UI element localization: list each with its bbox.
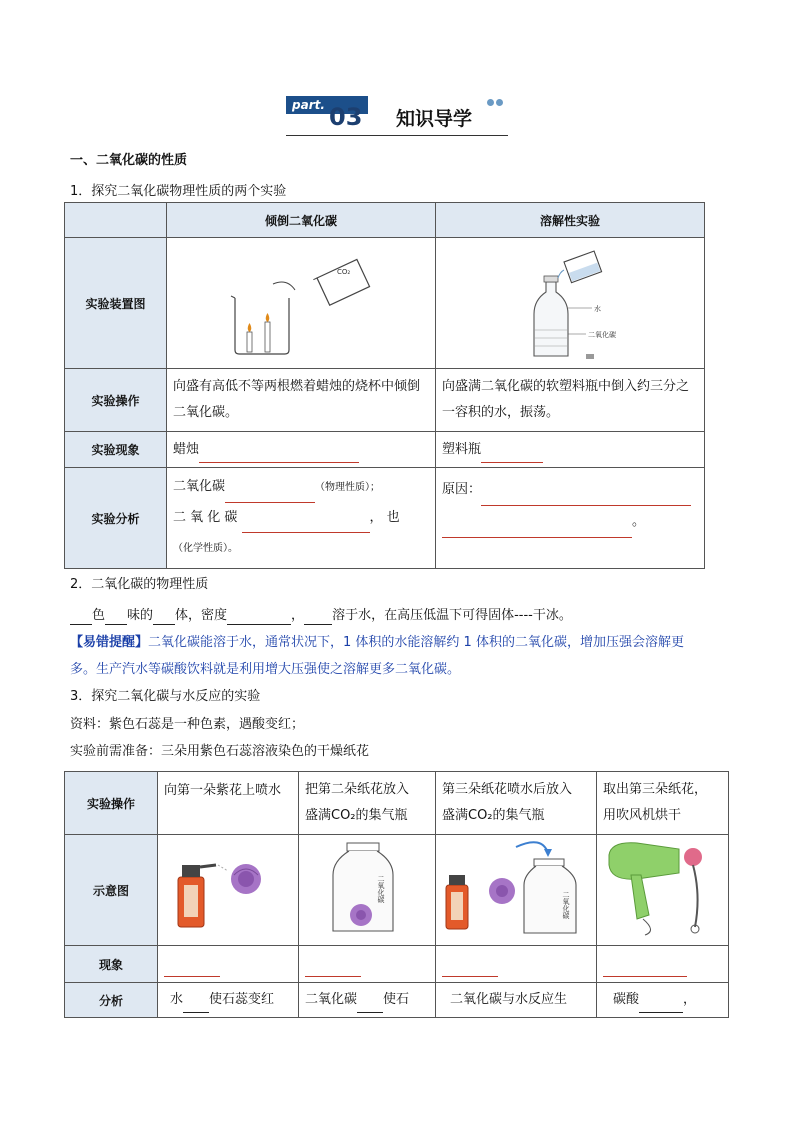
- row-label-diagram: 示意图: [65, 835, 158, 946]
- observation-1: 蜡烛: [173, 441, 200, 457]
- row-label-observation: 实验现象: [65, 432, 167, 468]
- op-spray-jar-l1: 第三朵纸花喷水后放入: [442, 782, 573, 797]
- info-1: 资料：紫色石蕊是一种色素，遇酸变红；: [70, 717, 305, 732]
- op-spray-jar-l2: 盛满CO₂的集气瓶: [442, 808, 545, 823]
- co2-label: CO₂: [337, 268, 351, 276]
- blank-density[interactable]: [227, 610, 291, 625]
- blank-phenomenon-3[interactable]: [442, 962, 498, 977]
- blank-phenomenon-4[interactable]: [603, 962, 687, 977]
- page-title: 知识导学: [396, 108, 473, 130]
- prop-solubility: 溶于水，在高压低温下可得固体----干冰。: [332, 608, 572, 623]
- op-dry-l1: 取出第三朵纸花，: [603, 782, 708, 797]
- op-co2-jar-l1: 把第二朵纸花放入: [305, 782, 410, 797]
- decor-dots-icon: [487, 95, 505, 110]
- tip-text-1: 二氧化碳能溶于水，通常状况下，1 体积的水能溶解约 1 体积的二氧化碳，增加压强会溶解更: [148, 635, 684, 650]
- properties-line: [70, 607, 572, 625]
- table1-col1-header: 倾倒二氧化碳: [167, 203, 436, 238]
- blank-analysis-1a[interactable]: [225, 488, 315, 503]
- dissolve-diagram: [436, 238, 705, 369]
- op-co2-jar-l2: 盛满CO₂的集气瓶: [305, 808, 408, 823]
- row-label-analysis-2: 分析: [65, 983, 158, 1018]
- blank-analysis-2a[interactable]: [481, 491, 691, 506]
- spray-flower-diagram: [158, 835, 299, 946]
- tip-label: 【易错提醒】: [70, 635, 149, 650]
- beaker-candles-illustration: [167, 238, 435, 364]
- blank-analysis-1c[interactable]: [242, 518, 370, 533]
- flower-in-jar-diagram: [299, 835, 436, 946]
- blank-ana-2[interactable]: [357, 998, 383, 1013]
- subheading-2: 2．二氧化碳的物理性质: [70, 577, 209, 592]
- analysis-1d: ， 也: [369, 510, 400, 525]
- ana-comma: ，: [683, 992, 697, 1007]
- table1-corner: [65, 203, 167, 238]
- analysis-1a: 二氧化碳: [173, 479, 226, 494]
- pour-co2-diagram: [167, 238, 436, 369]
- operation-1: 向盛有高低不等两根燃着蜡烛的烧杯中倾倒二氧化碳。: [173, 379, 421, 420]
- ana-turn-red: 使石蕊变红: [209, 992, 275, 1007]
- analysis-2a: 原因：: [442, 482, 482, 497]
- op-spray-water: 向第一朵紫花上喷水: [164, 783, 282, 798]
- tip-line-1: [70, 634, 684, 652]
- co2-bottle-label: 二氧化碳: [588, 331, 616, 339]
- spray-then-jar-diagram: [436, 835, 597, 946]
- prop-density: 体，密度: [175, 608, 228, 623]
- prop-smell: 味的: [127, 608, 154, 623]
- blank-ana-4[interactable]: [639, 998, 683, 1013]
- hair-dryer-diagram: [597, 835, 729, 946]
- section-heading: 一、二氧化碳的性质: [70, 153, 188, 168]
- op-dry-l2: 用吹风机烘干: [603, 808, 682, 823]
- row-label-analysis: 实验分析: [65, 468, 167, 569]
- bottle-water-illustration: [436, 238, 704, 364]
- table1-col2-header: 溶解性实验: [436, 203, 705, 238]
- experiment-table-1: [64, 202, 705, 569]
- analysis-1c: 二 氧 化 碳: [173, 510, 238, 525]
- prop-color: 色: [92, 608, 106, 623]
- blank-observation-2[interactable]: [481, 448, 543, 463]
- ana-make-litmus: 使石: [383, 992, 410, 1007]
- jar-label-2: 二氧化碳: [562, 891, 570, 919]
- ana-co2: 二氧化碳: [305, 992, 358, 1007]
- analysis-1e: （化学性质）。: [173, 543, 238, 554]
- blank-smell[interactable]: [105, 610, 127, 625]
- part-number: 03: [329, 103, 363, 131]
- ana-water: 水: [170, 992, 184, 1007]
- experiment-table-2: [64, 771, 729, 1018]
- jar-label: 二氧化碳: [377, 875, 385, 903]
- blank-observation-1[interactable]: [199, 448, 359, 463]
- row-label-phenomenon: 现象: [65, 946, 158, 983]
- blank-state[interactable]: [153, 610, 175, 625]
- row-label-operation: 实验操作: [65, 369, 167, 432]
- analysis-1b: （物理性质）；: [315, 482, 381, 493]
- ana-reaction: 二氧化碳与水反应生: [450, 992, 568, 1007]
- operation-2: 向盛满二氧化碳的软塑料瓶中倒入约三分之一容积的水，振荡。: [442, 379, 690, 420]
- info-2: 实验前需准备：三朵用紫色石蕊溶液染色的干燥纸花: [70, 744, 370, 759]
- analysis-2b: 。: [632, 514, 646, 529]
- blank-phenomenon-1[interactable]: [164, 962, 220, 977]
- blank-ana-1[interactable]: [183, 998, 209, 1013]
- ana-carbonic: 碳酸: [613, 992, 640, 1007]
- blank-solubility[interactable]: [304, 610, 332, 625]
- observation-2: 塑料瓶: [442, 441, 482, 457]
- title-underline: [286, 135, 508, 136]
- blank-phenomenon-2[interactable]: [305, 962, 361, 977]
- subheading-3: 3．探究二氧化碳与水反应的实验: [70, 689, 261, 704]
- blank-color[interactable]: [70, 610, 92, 625]
- subheading-1: 1．探究二氧化碳物理性质的两个实验: [70, 184, 287, 199]
- tip-text-2: 多。生产汽水等碳酸饮料就是利用增大压强使之溶解更多二氧化碳。: [70, 662, 461, 677]
- prop-sep: ，: [291, 608, 305, 623]
- row-label-operation-2: 实验操作: [65, 772, 158, 835]
- part-label: part.: [292, 98, 325, 112]
- blank-analysis-2b[interactable]: [442, 523, 632, 538]
- water-label: 水: [594, 305, 601, 313]
- row-label-apparatus: 实验装置图: [65, 238, 167, 369]
